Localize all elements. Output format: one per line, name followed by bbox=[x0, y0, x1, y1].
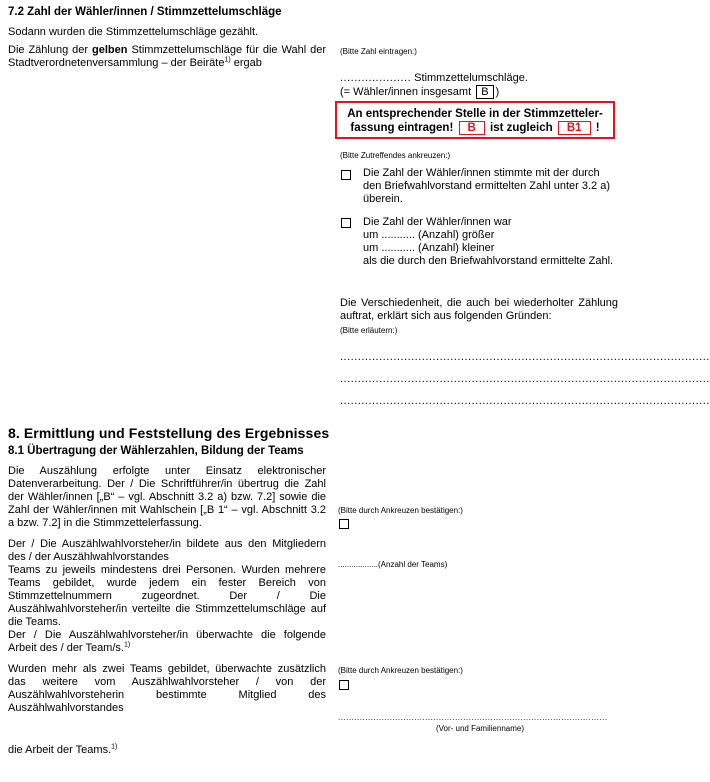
hint-check-applicable: (Bitte Zutreffendes ankreuzen:) bbox=[340, 151, 451, 160]
explanation-line-2[interactable]: ........................................................................................................ bbox=[340, 373, 710, 385]
section-7-2-title: 7.2 Zahl der Wähler/innen / Stimmzettelumschläge bbox=[8, 6, 282, 18]
supervisor-name-field[interactable]: ................................................................................................... bbox=[338, 713, 608, 722]
checkbox-option-differ[interactable] bbox=[341, 218, 351, 228]
checkbox-option-match[interactable] bbox=[341, 170, 351, 180]
hint-confirm-2: (Bitte durch Ankreuzen bestätigen:) bbox=[338, 666, 463, 675]
checkbox-confirm-supervision[interactable] bbox=[339, 680, 349, 690]
closing-line: die Arbeit der Teams.$^{1)}$ bbox=[8, 743, 118, 756]
section-8-1-paragraph-3: Wurden mehr als zwei Teams gebildet, überwachte zusätzlich das weitere vom Auszählwahlvorsteher / von der Auszählwahlvorsteherin bestimmte Mitglied des Auszählwahlvorstandes bbox=[8, 663, 326, 714]
teams-count-field[interactable]: .................. bbox=[338, 560, 379, 569]
hint-confirm-1: (Bitte durch Ankreuzen bestätigen:) bbox=[338, 506, 463, 515]
difference-explanation-text: Die Verschiedenheit, die auch bei wiederholter Zählung auftrat, erklärt sich aus folgenden Gründen: bbox=[340, 297, 618, 322]
explanation-line-3[interactable]: ........................................................................................................ bbox=[340, 395, 710, 407]
red-instruction-box: An entsprechender Stelle in der Stimmzetteler- fassung eintragen! B ist zugleich B1 ! bbox=[335, 101, 615, 139]
section-8-1-paragraph-2: Der / Die Auszählwahlvorsteher/in bildete aus den Mitgliedern des / der Auszählwahlvorstandes Teams zu jeweils mindestens drei Personen. Wurden mehrere Teams gebildet, wurde jedem ein fester Bereich von Stimmzettelnummern zugeordnet. Der / Die Auszählwahlvorsteher/in verteilte die Stimmzettelumschläge auf die Teams. Der / Die Auszählwahlvorsteher/in überwachte die folgende Arbeit des / der Team/s.$^{1)}$ bbox=[8, 538, 326, 654]
red-box-b: B bbox=[459, 121, 485, 135]
option-differ-text: Die Zahl der Wähler/innen war um ........... (Anzahl) größer um ........... (Anzahl) kleiner als die durch den Briefwahlvorstand ermittelte Zahl. bbox=[363, 216, 614, 267]
voters-total-line: (= Wähler/innen insgesamt B ) bbox=[340, 86, 500, 98]
section-7-2-paragraph: Die Zählung der gelben Stimmzettelumschläge für die Wahl der Stadtverordnetenversammlung – der Beiräte$^{1)}$ ergab bbox=[8, 44, 326, 69]
voters-total-box: B bbox=[476, 85, 493, 99]
name-field-label: (Vor- und Familienname) bbox=[435, 724, 525, 733]
section-8-1-title: 8.1 Übertragung der Wählerzahlen, Bildung der Teams bbox=[8, 445, 304, 457]
checkbox-confirm-transfer[interactable] bbox=[339, 519, 349, 529]
section-8-1-paragraph-1: Die Auszählung erfolgte unter Einsatz elektronischer Datenverarbeitung. Der / Die Schriftführer/in übertrug die Zahl der Wähler/innen [„B“ – vgl. Abschnitt 3.2 a) bzw. 7.2] sowie die Zahl der Wähler/innen mit Wahlschein [„B 1“ – vgl. Abschnitt 3.2 a bzw. 7.2] in die Stimmzettelerfassung. bbox=[8, 465, 326, 529]
option-match-text: Die Zahl der Wähler/innen stimmte mit der durch den Briefwahlvorstand ermittelten Zahl unter 3.2 a) überein. bbox=[363, 167, 611, 205]
explanation-line-1[interactable]: ........................................................................................................ bbox=[340, 351, 710, 363]
section-7-2-intro: Sodann wurden die Stimmzettelumschläge gezählt. bbox=[8, 26, 259, 38]
envelope-count-field[interactable]: .................... bbox=[340, 72, 412, 84]
hint-explain: (Bitte erläutern:) bbox=[340, 326, 398, 335]
red-box-b1: B1 bbox=[558, 121, 591, 135]
section-8-title: 8. Ermittlung und Feststellung des Ergebnisses bbox=[8, 425, 330, 441]
teams-count-line: ..................(Anzahl der Teams) bbox=[338, 560, 448, 569]
hint-enter-number: (Bitte Zahl eintragen:) bbox=[340, 47, 417, 56]
envelope-count-line: .................... Stimmzettelumschläge. bbox=[340, 72, 528, 84]
